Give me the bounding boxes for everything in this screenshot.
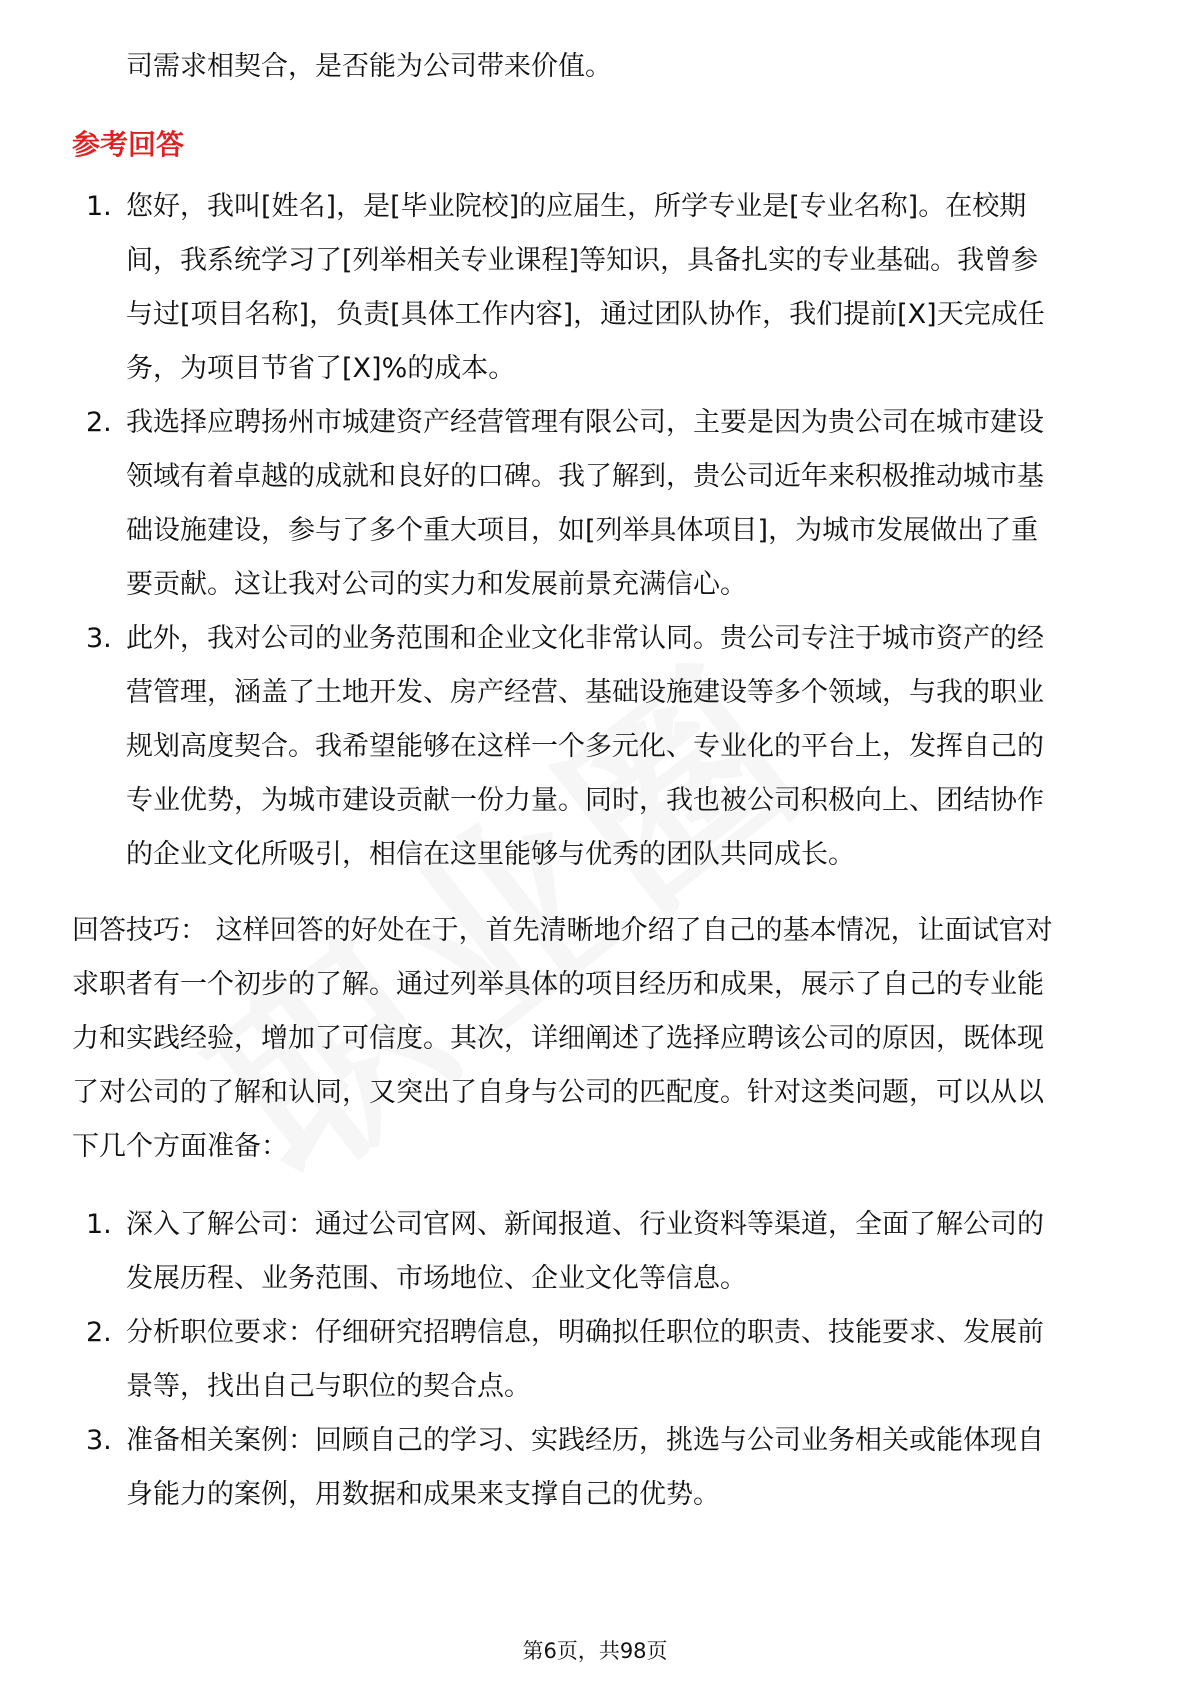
answer-3-number: 3. [86, 623, 112, 654]
answer-1-line: 间，我系统学习了[列举相关专业课程]等知识，具备扎实的专业基础。我曾参 [126, 245, 1039, 276]
tips-line: 回答技巧： 这样回答的好处在于，首先清晰地介绍了自己的基本情况，让面试官对 [72, 915, 1053, 946]
tips-line: 了对公司的了解和认同，又突出了自身与公司的匹配度。针对这类问题，可以从以 [72, 1077, 1044, 1108]
prep-2-line: 景等，找出自己与职位的契合点。 [126, 1371, 531, 1402]
page-footer: 第6页，共98页 [522, 1639, 668, 1663]
prep-3-line: 准备相关案例：回顾自己的学习、实践经历，挑选与公司业务相关或能体现自 [126, 1425, 1044, 1456]
answer-1-number: 1. [86, 191, 112, 222]
tips-line: 求职者有一个初步的了解。通过列举具体的项目经历和成果，展示了自己的专业能 [72, 969, 1044, 1000]
prep-2-number: 2. [86, 1317, 112, 1348]
prep-3-number: 3. [86, 1425, 112, 1456]
answer-2-line: 领域有着卓越的成就和良好的口碑。我了解到，贵公司近年来积极推动城市基 [126, 461, 1044, 492]
answer-1-line: 您好，我叫[姓名]，是[毕业院校]的应届生，所学专业是[专业名称]。在校期 [126, 191, 1027, 222]
prep-1-line: 发展历程、业务范围、市场地位、企业文化等信息。 [126, 1263, 747, 1294]
answer-3-line: 营管理，涵盖了土地开发、房产经营、基础设施建设等多个领域，与我的职业 [126, 677, 1044, 708]
answer-1-line: 务，为项目节省了[X]%的成本。 [126, 353, 516, 384]
answer-2-line: 础设施建设，参与了多个重大项目，如[列举具体项目]，为城市发展做出了重 [126, 515, 1039, 546]
prep-2-line: 分析职位要求：仔细研究招聘信息，明确拟任职位的职责、技能要求、发展前 [126, 1317, 1044, 1348]
tips-line: 力和实践经验，增加了可信度。其次，详细阐述了选择应聘该公司的原因，既体现 [72, 1023, 1044, 1054]
prep-3-line: 身能力的案例，用数据和成果来支撑自己的优势。 [126, 1479, 720, 1510]
answer-3-line: 规划高度契合。我希望能够在这样一个多元化、专业化的平台上，发挥自己的 [126, 731, 1044, 762]
answer-3-line: 专业优势，为城市建设贡献一份力量。同时，我也被公司积极向上、团结协作 [126, 785, 1044, 816]
answer-3-line: 的企业文化所吸引，相信在这里能够与优秀的团队共同成长。 [126, 839, 855, 870]
answer-1-line: 与过[项目名称]，负责[具体工作内容]，通过团队协作，我们提前[X]天完成任 [126, 299, 1045, 330]
intro-continuation: 司需求相契合，是否能为公司带来价值。 [126, 51, 612, 82]
answer-3-line: 此外，我对公司的业务范围和企业文化非常认同。贵公司专注于城市资产的经 [126, 623, 1044, 654]
reference-answer-heading: 参考回答 [72, 128, 185, 161]
answer-2-line: 要贡献。这让我对公司的实力和发展前景充满信心。 [126, 569, 747, 600]
prep-1-line: 深入了解公司：通过公司官网、新闻报道、行业资料等渠道，全面了解公司的 [126, 1209, 1044, 1240]
prep-1-number: 1. [86, 1209, 112, 1240]
answer-2-number: 2. [86, 407, 112, 438]
tips-line: 下几个方面准备： [72, 1131, 288, 1162]
answer-2-line: 我选择应聘扬州市城建资产经营管理有限公司，主要是因为贵公司在城市建设 [126, 407, 1044, 438]
